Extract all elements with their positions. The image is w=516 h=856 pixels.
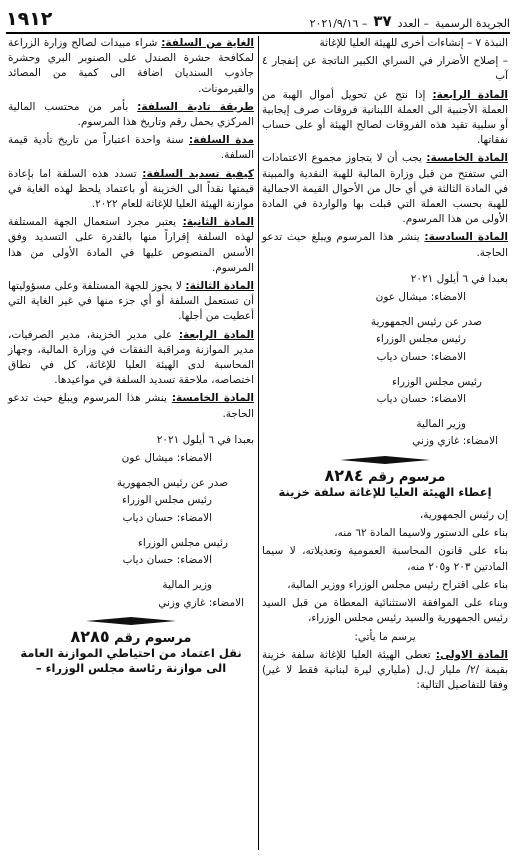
signature-president: الامضاء: ميشال عون xyxy=(375,291,466,304)
pm-signature-2: الامضاء: حسان دياب xyxy=(122,554,212,567)
preamble: إن رئيس الجمهورية، xyxy=(419,509,508,522)
article-4: المادة الرابعة: إذا نتج عن تحويل أموال الهبة من العملة الأجنبية الى العملة اللبنانية فروقات صرف إيجابية أو سلبية تقيد هذه الفروقات لصالح الهيئة أو على حساب نفقاتها. xyxy=(262,88,509,147)
left-column xyxy=(8,36,254,676)
right-column xyxy=(262,36,508,696)
pm-title-2: رئيس مجلس الوزراء xyxy=(391,375,482,388)
article-5: المادة الخامسة: ينشر هذا المرسوم ويبلغ حيث تدعو الحاجة. xyxy=(8,392,254,420)
decree-title: إعطاء الهيئة العليا للإغاثة سلفة خزينة xyxy=(278,484,492,499)
signature-president: الامضاء: ميشال عون xyxy=(121,452,212,465)
article-2: المادة الثانية: يعتبر مجرد استعمال الجهة المستلفة لهذه السلفة إقراراً منها بالقدرة على التسديد وفق الأسس المنصوص عليها في المادة الأولى من هذا المرسوم. xyxy=(8,216,254,274)
journal-title: الجريدة الرسمية xyxy=(435,17,510,30)
decree-title-line-1: نقل اعتماد من احتياطي الموازنة العامة xyxy=(20,645,242,660)
article-1: المادة الاولى: تعطى الهيئة العليا للإغاثة سلفة خزينة بقيمة /٢/ مليار ل.ل (ملياري ليرة لبنانية فقط لا غير) وفقا للتفاصيل التالية: xyxy=(262,648,508,692)
page-header xyxy=(6,4,510,34)
preamble: بناء على الدستور ولاسيما المادة ٦٢ منه، xyxy=(334,527,508,540)
pm-title: رئيس مجلس الوزراء xyxy=(375,333,466,346)
pm-title-2: رئيس مجلس الوزراء xyxy=(137,536,228,549)
pm-signature: الامضاء: حسان دياب xyxy=(122,511,212,524)
finance-signature: الامضاء: غازي وزني xyxy=(412,435,498,448)
issued-by: صدر عن رئيس الجمهورية xyxy=(370,316,482,329)
preamble: بناء على اقتراح رئيس مجلس الوزراء ووزير المالية، xyxy=(287,578,508,591)
preamble: وبناء على الموافقة الاستثنائية المعطاة من قبل السيد رئيس الجمهورية والسيد رئيس مجلس الوزراء، xyxy=(262,597,508,625)
decree-formula: يرسم ما يأتي: xyxy=(354,630,416,643)
article-4: المادة الرابعة: على مدير الخزينة، مدير الصرفيات، مدير الموازنة ومراقبة النفقات في وزارة المالية، وجهاز المحاسبة لدى الهيئة العليا للإغاثة، كل في نطاق اختصاصه، ملاحقة تسديد السلفة في مواعيدها. xyxy=(8,328,254,387)
finance-signature: الامضاء: غازي وزني xyxy=(158,596,244,609)
decree-heading: مرسوم رقم ٨٢٨٤ xyxy=(324,465,446,485)
issue-number: ٣٧ xyxy=(373,12,392,30)
advance-duration: مدة السلفة: سنة واحدة اعتباراً من تاريخ تأدية قيمة السلفة. xyxy=(8,134,254,162)
finance-title: وزير المالية xyxy=(416,418,466,431)
finance-title: وزير المالية xyxy=(162,579,212,592)
pm-signature: الامضاء: حسان دياب xyxy=(376,350,466,363)
signature-date: بعبدا في ٦ أيلول ٢٠٢١ xyxy=(410,272,508,285)
decree-heading: مرسوم رقم ٨٢٨٥ xyxy=(70,626,192,646)
issue-date: – ٢٠٢١/٩/١٦ xyxy=(309,17,368,30)
preamble: بناء على قانون المحاسبة العمومية وتعديلاته، لا سيما المادتين ٢٠٣ و٢٠٥ منه، xyxy=(262,545,508,573)
article-6: المادة السادسة: ينشر هذا المرسوم ويبلغ حيث تدعو الحاجة. xyxy=(262,231,508,259)
article-3: المادة الثالثة: لا يجوز للجهة المستلفة وعلى مسؤوليتها أن تستعمل السلفة أو أي جزء منها في غير الغاية التي أعطيت من أجلها. xyxy=(8,280,254,323)
column-divider xyxy=(258,36,259,850)
signature-date: بعبدا في ٦ أيلول ٢٠٢١ xyxy=(156,433,254,446)
issue-label: – العدد xyxy=(397,17,430,30)
ornament-divider-icon xyxy=(262,456,508,464)
section-item: – إصلاح الأضرار في السراي الكبير الناتجة عن إنفجار ٤ آب xyxy=(262,55,508,83)
ornament-divider-icon xyxy=(8,617,254,625)
advance-goal: الغاية من السلفة: شراء مبيدات لصالح وزارة الزراعة لمكافحة حشرة الصندل على الصنوبر البري وحشرة جاذوب السنديان اضافة الى كمية من المصائد والفيرمونات. xyxy=(8,37,254,95)
advance-repayment: كيفية تسديد السلفة: تسدد هذه السلفة اما بإعادة قيمتها نقداً الى الخزينة أو باعتماد يلحظ لهذه الغاية في موازنة الهيئة العليا للإغاثة للعام ٢٠٢٢. xyxy=(8,167,254,211)
decree-title-line-2: الى موازنة رئاسة مجلس الوزراء – xyxy=(35,661,227,676)
section-item: النبذة ٧ – إنشاءات أخرى للهيئة العليا للإغاثة xyxy=(319,37,508,49)
issued-by: صدر عن رئيس الجمهورية xyxy=(116,477,228,490)
journal-info xyxy=(310,12,510,30)
pm-signature-2: الامضاء: حسان دياب xyxy=(376,393,466,406)
article-5: المادة الخامسة: يجب أن لا يتجاوز مجموع الاعتمادات التي ستفتح من قبل وزارة المالية للهبة النقدية والمبينة في المادة الثالثة في أي حال من الأحوال القيمة الاجمالية للهبة بحسب العملة التي قبلت بها والواردة في المادة الأولى من هذا المرسوم. xyxy=(262,152,509,226)
page-number: ١٩١٢ xyxy=(6,8,53,30)
advance-method: طريقة تادية السلفة: بأمر من محتسب المالية المركزي يحمل رقم وتاريخ هذا المرسوم. xyxy=(8,100,254,129)
pm-title: رئيس مجلس الوزراء xyxy=(121,494,212,507)
